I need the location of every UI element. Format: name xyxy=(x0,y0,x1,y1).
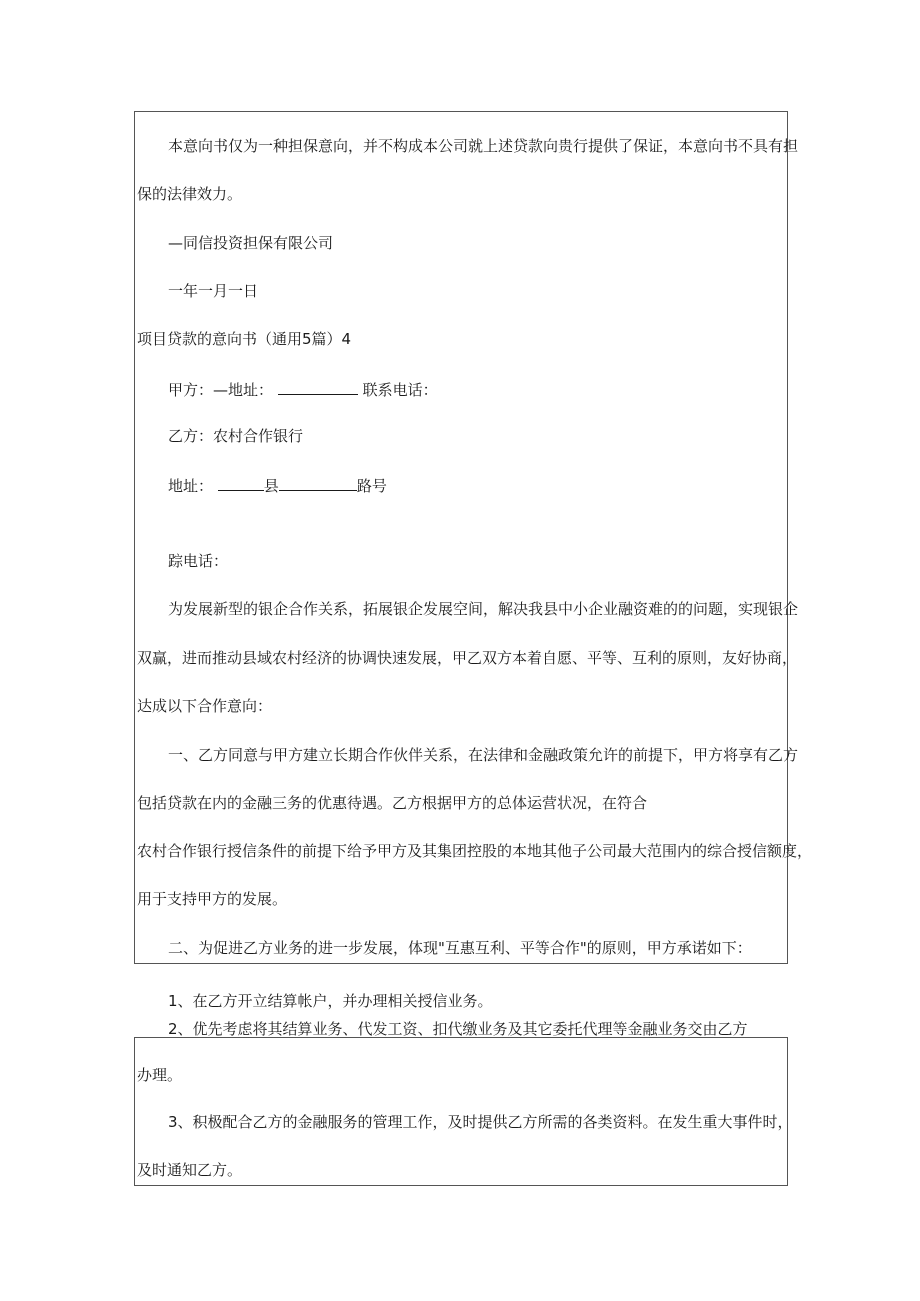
fill-blank xyxy=(279,474,357,491)
address-label: 地址： xyxy=(168,477,214,495)
party-a-line xyxy=(168,378,438,400)
list-item-continuation: 及时通知乙方。 xyxy=(137,1161,243,1179)
paragraph-line: 用于支持甲方的发展。 xyxy=(137,890,288,908)
list-item: 1、在乙方开立结算帐户，并办理相关授信业务。 xyxy=(168,992,493,1010)
section-title: 项目贷款的意向书（通用5篇）4 xyxy=(137,330,352,348)
party-a-label: 甲方：—地址： xyxy=(168,381,274,399)
company-signature: —同信投资担保有限公司 xyxy=(168,234,334,252)
list-item: 2、优先考虑将其结算业务、代发工资、扣代缴业务及其它委托代理等金融业务交由乙方 xyxy=(168,1020,748,1038)
paragraph-line: 达成以下合作意向： xyxy=(137,697,273,715)
list-item: 3、积极配合乙方的金融服务的管理工作，及时提供乙方所需的各类资料。在发生重大事件时， xyxy=(168,1113,793,1131)
paragraph-line: 保的法律效力。 xyxy=(137,185,243,203)
paragraph-line: 为发展新型的银企合作关系，拓展银企发展空间，解决我县中小企业融资难的的问题，实现银企 xyxy=(168,600,799,618)
paragraph-line: 二、为促进乙方业务的进一步发展，体现"互惠互利、平等合作"的原则，甲方承诺如下： xyxy=(168,939,752,957)
paragraph-line: 农村合作银行授信条件的前提下给予甲方及其集团控股的本地其他子公司最大范围内的综合授信额度， xyxy=(137,842,813,860)
paragraph-line: 双赢，进而推动县域农村经济的协调快速发展，甲乙双方本着自愿、平等、互利的原则，友好协商， xyxy=(137,649,798,667)
contact-phone-line: 踪电话： xyxy=(168,552,229,570)
paragraph-line: 一、乙方同意与甲方建立长期合作伙伴关系，在法律和金融政策允许的前提下，甲方将享有乙方 xyxy=(168,746,799,764)
party-b-line: 乙方：农村合作银行 xyxy=(168,427,304,445)
paragraph-line: 包括贷款在内的金融三务的优惠待遇。乙方根据甲方的总体运营状况，在符合 xyxy=(137,794,648,812)
address-county: 县 xyxy=(263,477,279,495)
address-line xyxy=(168,474,387,496)
party-a-phone-label: 联系电话： xyxy=(362,381,438,399)
fill-blank xyxy=(278,378,358,395)
paragraph-line: 本意向书仅为一种担保意向，并不构成本公司就上述贷款向贵行提供了保证，本意向书不具有担 xyxy=(168,137,799,155)
address-road: 路号 xyxy=(356,477,387,495)
fill-blank xyxy=(218,474,264,491)
date-line: 一年一月一日 xyxy=(168,282,259,300)
list-item-continuation: 办理。 xyxy=(137,1066,183,1084)
